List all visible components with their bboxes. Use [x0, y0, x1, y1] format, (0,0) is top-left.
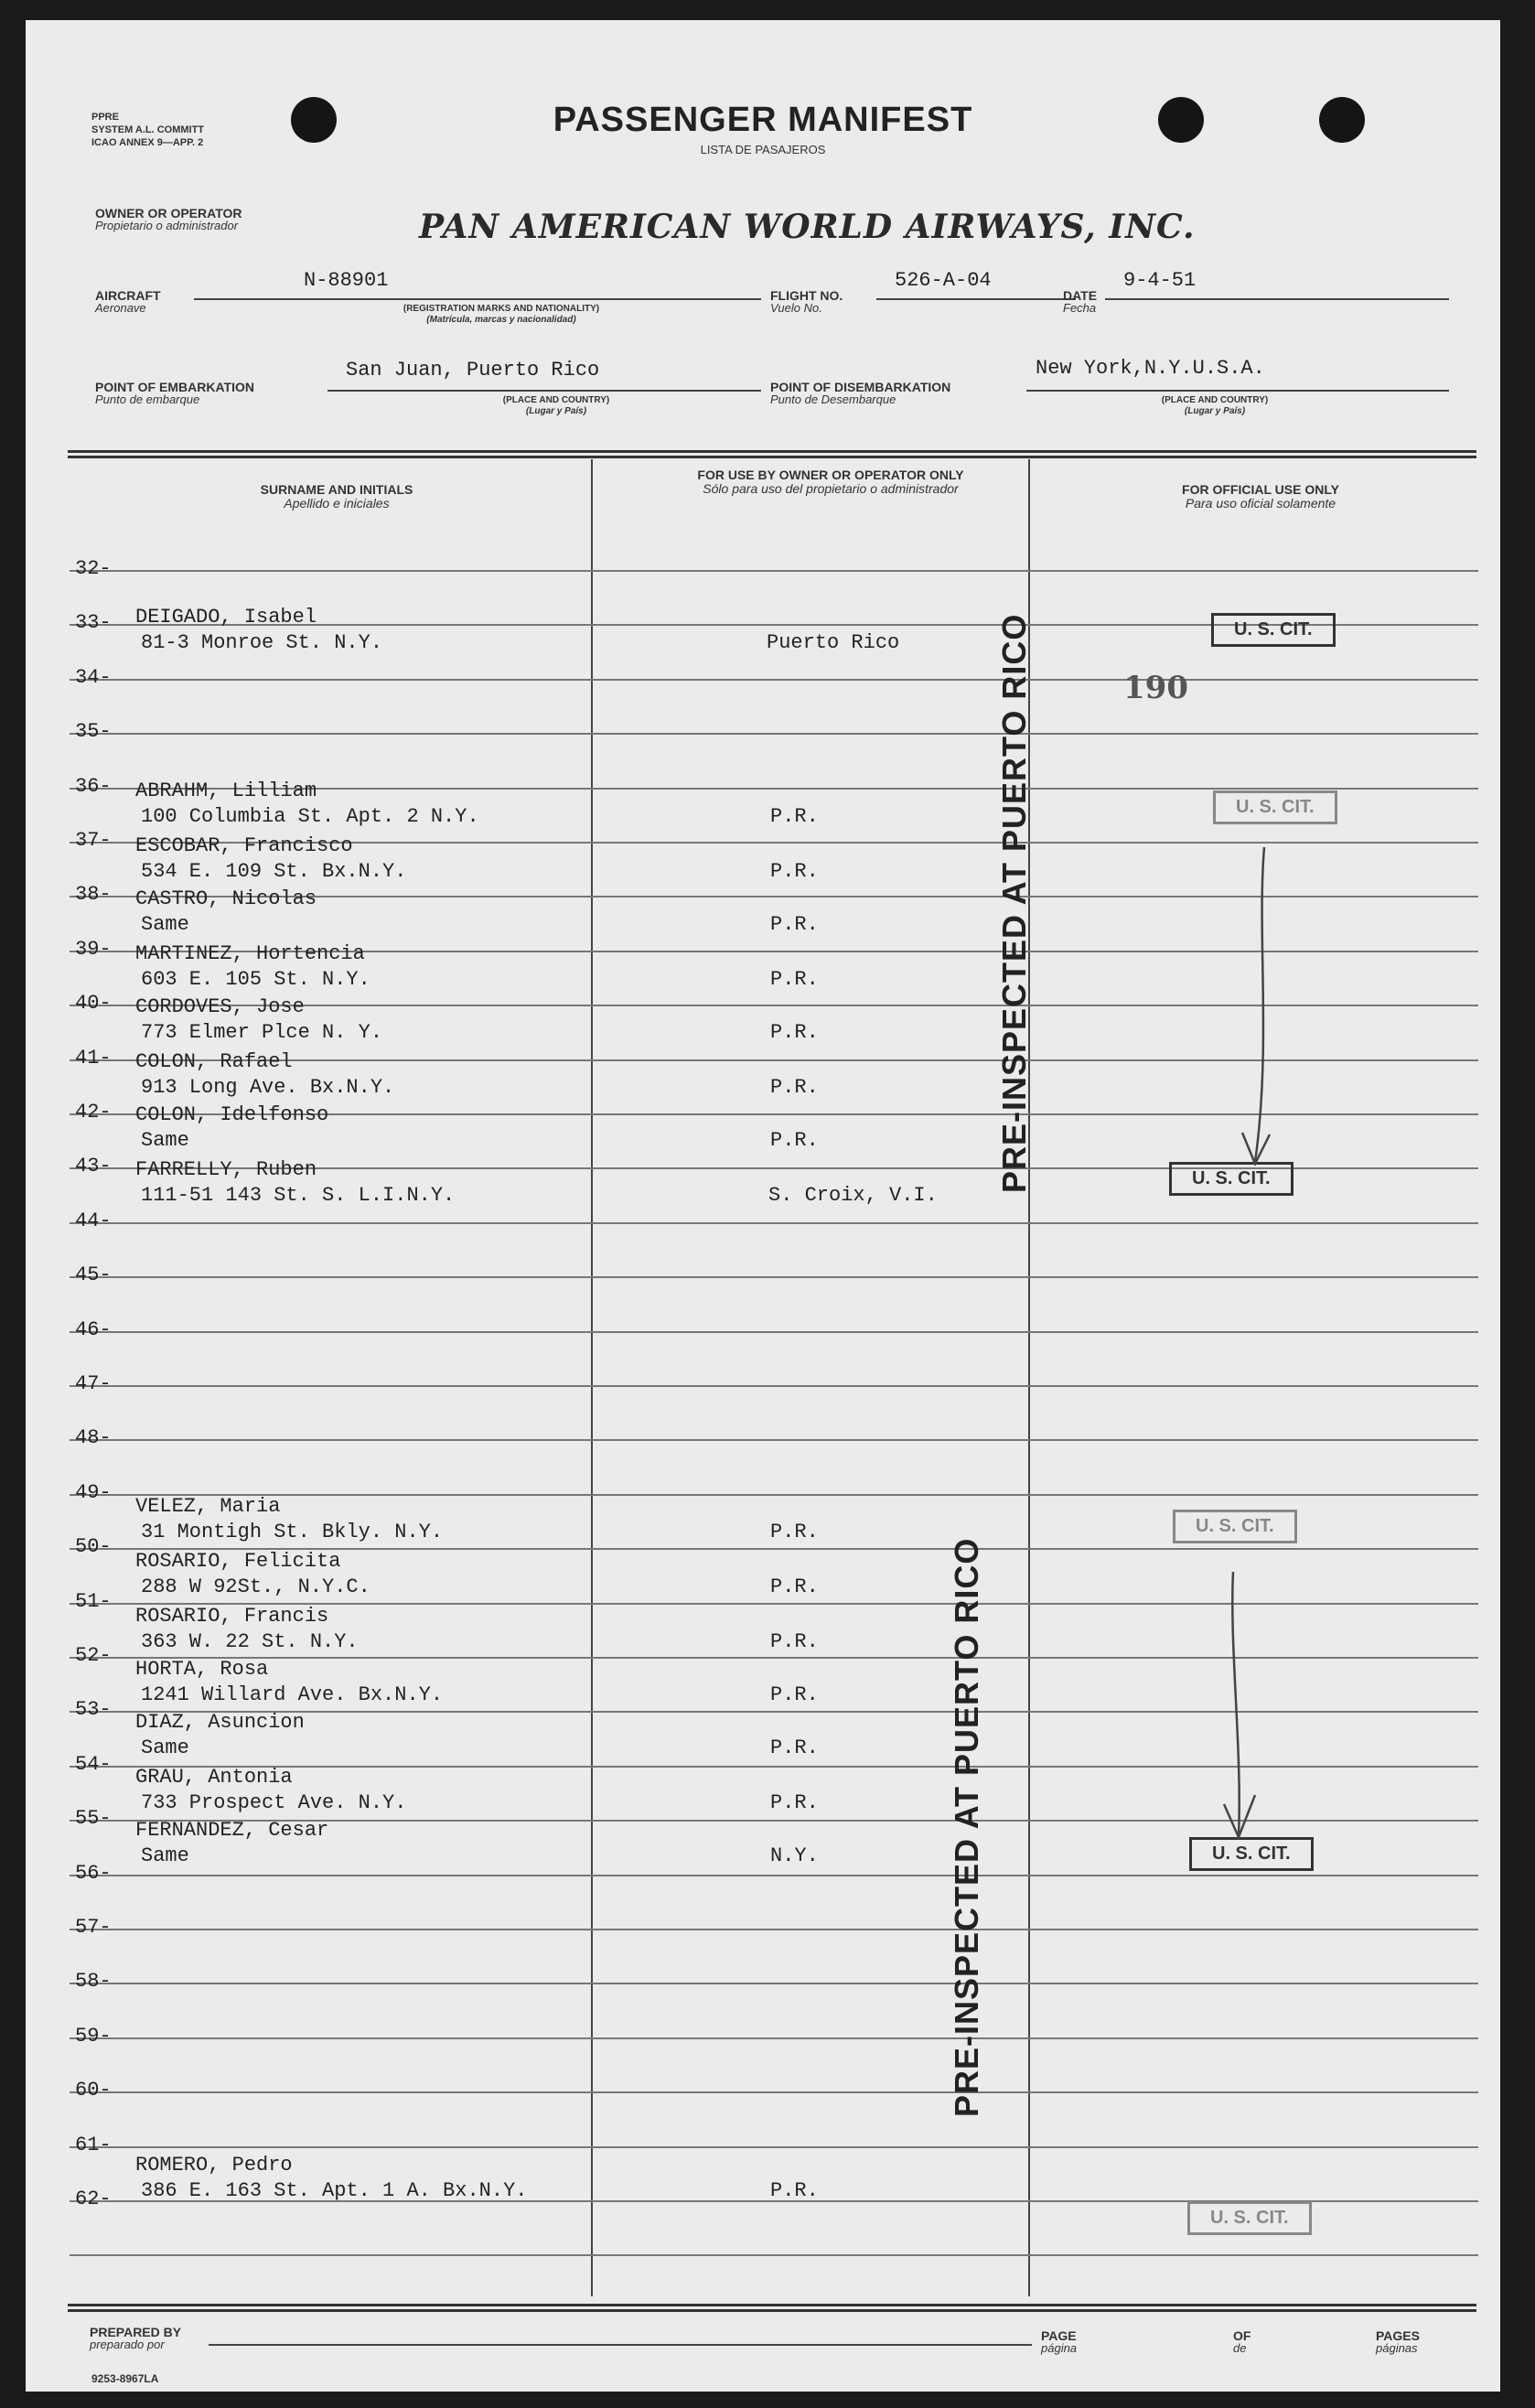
prepared-by-label: [90, 2326, 181, 2351]
passenger-origin: P.R.: [770, 1021, 819, 1044]
passenger-address: Same: [141, 1844, 189, 1867]
line-number: 56-: [75, 1862, 112, 1885]
passenger-origin: P.R.: [770, 1683, 819, 1706]
line-number: 54-: [75, 1753, 112, 1776]
embarkation-value: San Juan, Puerto Rico: [346, 359, 600, 382]
passenger-origin: P.R.: [770, 1129, 819, 1152]
citizen-stamp: U. S. CIT.: [1213, 790, 1337, 824]
passenger-name: FARRELLY, Ruben: [135, 1158, 317, 1181]
handwritten-number: 190: [1123, 670, 1188, 706]
aircraft-label-es: Aeronave: [95, 301, 146, 315]
disembarkation-label-es: Punto de Desembarque: [770, 392, 896, 406]
of-label-en: OF: [1233, 2328, 1251, 2343]
prepared-by-es: preparado por: [90, 2338, 165, 2351]
passenger-address: 81-3 Monroe St. N.Y.: [141, 631, 383, 654]
line-number: 36-: [75, 775, 112, 798]
flight-label-es: Vuelo No.: [770, 301, 822, 315]
line-number: 38-: [75, 883, 112, 906]
column-header-operator-es: Sólo para uso del propietario o administrador: [703, 481, 959, 496]
line-number: 44-: [75, 1209, 112, 1232]
line-number: 59-: [75, 2025, 112, 2048]
pages-label-es: páginas: [1376, 2341, 1418, 2355]
passenger-address: 31 Montigh St. Bkly. N.Y.: [141, 1521, 444, 1543]
passenger-origin: P.R.: [770, 1791, 819, 1814]
line-number: 55-: [75, 1807, 112, 1830]
passenger-name: COLON, Idelfonso: [135, 1103, 329, 1126]
passenger-origin: P.R.: [770, 968, 819, 991]
line-number: 51-: [75, 1590, 112, 1613]
embarkation-note-es: (Lugar y País): [525, 406, 587, 416]
passenger-name: FERNANDEZ, Cesar: [135, 1819, 329, 1842]
passenger-name: CORDOVES, Jose: [135, 995, 305, 1018]
column-header-official-es: Para uso oficial solamente: [1185, 496, 1336, 511]
passenger-address: Same: [141, 1736, 189, 1759]
passenger-address: 913 Long Ave. Bx.N.Y.: [141, 1076, 395, 1099]
page-subtitle: LISTA DE PASAJEROS: [700, 143, 826, 156]
line-number: 61-: [75, 2134, 112, 2156]
line-number: 33-: [75, 611, 112, 634]
line-number: 37-: [75, 829, 112, 852]
line-number: 43-: [75, 1155, 112, 1177]
passenger-origin: P.R.: [770, 1736, 819, 1759]
passenger-address: 733 Prospect Ave. N.Y.: [141, 1791, 407, 1814]
line-number: 48-: [75, 1426, 112, 1449]
line-number: 52-: [75, 1644, 112, 1667]
corner-text-3: ICAO ANNEX 9—APP. 2: [91, 137, 204, 148]
passenger-name: DIAZ, Asuncion: [135, 1711, 305, 1734]
page-label-en: PAGE: [1041, 2328, 1077, 2343]
column-header-official-en: FOR OFFICIAL USE ONLY: [1182, 482, 1339, 497]
line-number: 40-: [75, 992, 112, 1015]
operator-value: PAN AMERICAN WORLD AIRWAYS, INC.: [419, 208, 1196, 246]
disembarkation-label-en: POINT OF DISEMBARKATION: [770, 380, 951, 394]
passenger-origin: P.R.: [770, 860, 819, 883]
of-label: [1233, 2329, 1251, 2355]
corner-text-2: SYSTEM A.L. COMMITT: [91, 124, 205, 135]
disembarkation-note-es: (Lugar y País): [1184, 406, 1246, 416]
passenger-name: COLON, Rafael: [135, 1050, 293, 1073]
passenger-name: ROSARIO, Francis: [135, 1605, 329, 1628]
column-header-name-es: Apellido e iniciales: [284, 496, 390, 511]
prepared-by-en: PREPARED BY: [90, 2325, 182, 2339]
pages-label-en: PAGES: [1376, 2328, 1420, 2343]
arrow-line: [1255, 847, 1264, 1162]
of-label-es: de: [1233, 2341, 1247, 2355]
embarkation-label-es: Punto de embarque: [95, 392, 200, 406]
passenger-name: GRAU, Antonia: [135, 1766, 293, 1789]
footer-rule: [68, 2309, 1476, 2312]
citizen-stamp: U. S. CIT.: [1169, 1162, 1293, 1196]
passenger-address: Same: [141, 1129, 189, 1152]
passenger-address: 1241 Willard Ave. Bx.N.Y.: [141, 1683, 444, 1706]
aircraft-note-en: (REGISTRATION MARKS AND NATIONALITY): [403, 304, 600, 314]
preinspected-stamp: PRE-INSPECTED AT PUERTO RICO: [995, 613, 1033, 1193]
line-number: 42-: [75, 1101, 112, 1123]
passenger-origin: P.R.: [770, 2179, 819, 2202]
passenger-name: ROSARIO, Felicita: [135, 1550, 341, 1573]
citizen-stamp: U. S. CIT.: [1173, 1510, 1297, 1543]
passenger-address: 603 E. 105 St. N.Y.: [141, 968, 370, 991]
passenger-origin: P.R.: [770, 1630, 819, 1653]
pages-label: [1376, 2329, 1420, 2355]
passenger-name: MARTINEZ, Hortencia: [135, 942, 365, 965]
aircraft-label-en: AIRCRAFT: [95, 288, 161, 303]
passenger-address: 111-51 143 St. S. L.I.N.Y.: [141, 1184, 456, 1207]
passenger-name: ESCOBAR, Francisco: [135, 834, 353, 857]
operator-label-en: OWNER OR OPERATOR: [95, 206, 242, 220]
disembarkation-note-en: (PLACE AND COUNTRY): [1161, 395, 1269, 405]
passenger-name: DEIGADO, Isabel: [135, 606, 317, 629]
passenger-origin: P.R.: [770, 913, 819, 936]
passenger-address: 100 Columbia St. Apt. 2 N.Y.: [141, 805, 479, 828]
line-number: 50-: [75, 1535, 112, 1558]
line-number: 62-: [75, 2188, 112, 2210]
line-number: 57-: [75, 1916, 112, 1939]
embarkation-note-en: (PLACE AND COUNTRY): [502, 395, 610, 405]
line-number: 32-: [75, 557, 112, 580]
passenger-address: 534 E. 109 St. Bx.N.Y.: [141, 860, 407, 883]
page-label-es: página: [1041, 2341, 1078, 2355]
passenger-name: ABRAHM, Lilliam: [135, 779, 317, 802]
flight-label-en: FLIGHT NO.: [770, 288, 843, 303]
date-value: 9-4-51: [1123, 269, 1197, 292]
line-number: 49-: [75, 1481, 112, 1504]
prepared-by-line: [209, 2344, 1032, 2346]
date-label-es: Fecha: [1063, 301, 1097, 315]
passenger-origin: P.R.: [770, 805, 819, 828]
manifest-page: [26, 20, 1500, 2392]
date-label-en: DATE: [1063, 288, 1098, 303]
flight-value: 526-A-04: [895, 269, 992, 292]
hand-drawn-arrows: [26, 20, 1500, 2392]
passenger-name: ROMERO, Pedro: [135, 2154, 293, 2177]
citizen-stamp: U. S. CIT.: [1189, 1837, 1314, 1871]
passenger-address: Same: [141, 913, 189, 936]
line-number: 41-: [75, 1047, 112, 1070]
preinspected-stamp: PRE-INSPECTED AT PUERTO RICO: [948, 1537, 985, 2117]
passenger-name: CASTRO, Nicolas: [135, 887, 317, 910]
aircraft-note-es: (Matrícula, marcas y nacionalidad): [426, 315, 576, 325]
operator-label-es: Propietario o administrador: [95, 219, 239, 232]
citizen-stamp: U. S. CIT.: [1211, 613, 1336, 647]
passenger-name: HORTA, Rosa: [135, 1658, 269, 1681]
corner-text-1: PPRE: [91, 112, 119, 123]
disembarkation-value: New York,N.Y.U.S.A.: [1036, 357, 1265, 380]
line-number: 53-: [75, 1698, 112, 1721]
line-number: 46-: [75, 1318, 112, 1341]
passenger-origin: S. Croix, V.I.: [768, 1184, 938, 1207]
arrow-line: [1232, 1572, 1239, 1835]
passenger-origin: Puerto Rico: [767, 631, 900, 654]
line-number: 47-: [75, 1372, 112, 1395]
passenger-address: 386 E. 163 St. Apt. 1 A. Bx.N.Y.: [141, 2179, 528, 2202]
line-number: 58-: [75, 1970, 112, 1993]
column-header-name-en: SURNAME AND INITIALS: [260, 482, 413, 497]
line-number: 34-: [75, 666, 112, 689]
footer-rule: [68, 2304, 1476, 2306]
passenger-address: 288 W 92St., N.Y.C.: [141, 1575, 370, 1598]
passenger-origin: P.R.: [770, 1076, 819, 1099]
line-number: 60-: [75, 2079, 112, 2102]
column-header-operator-en: FOR USE BY OWNER OR OPERATOR ONLY: [697, 468, 964, 482]
page-title: PASSENGER MANIFEST: [553, 101, 973, 139]
passenger-origin: N.Y.: [770, 1844, 819, 1867]
passenger-address: 363 W. 22 St. N.Y.: [141, 1630, 359, 1653]
aircraft-value: N-88901: [304, 269, 389, 292]
form-number: 9253-8967LA: [91, 2372, 159, 2385]
passenger-origin: P.R.: [770, 1521, 819, 1543]
passenger-origin: P.R.: [770, 1575, 819, 1598]
passenger-address: 773 Elmer Plce N. Y.: [141, 1021, 383, 1044]
line-number: 35-: [75, 720, 112, 743]
line-number: 45-: [75, 1263, 112, 1286]
line-number: 39-: [75, 938, 112, 961]
citizen-stamp: U. S. CIT.: [1187, 2201, 1312, 2235]
page-label: [1041, 2329, 1077, 2355]
embarkation-label-en: POINT OF EMBARKATION: [95, 380, 254, 394]
passenger-name: VELEZ, Maria: [135, 1495, 281, 1518]
